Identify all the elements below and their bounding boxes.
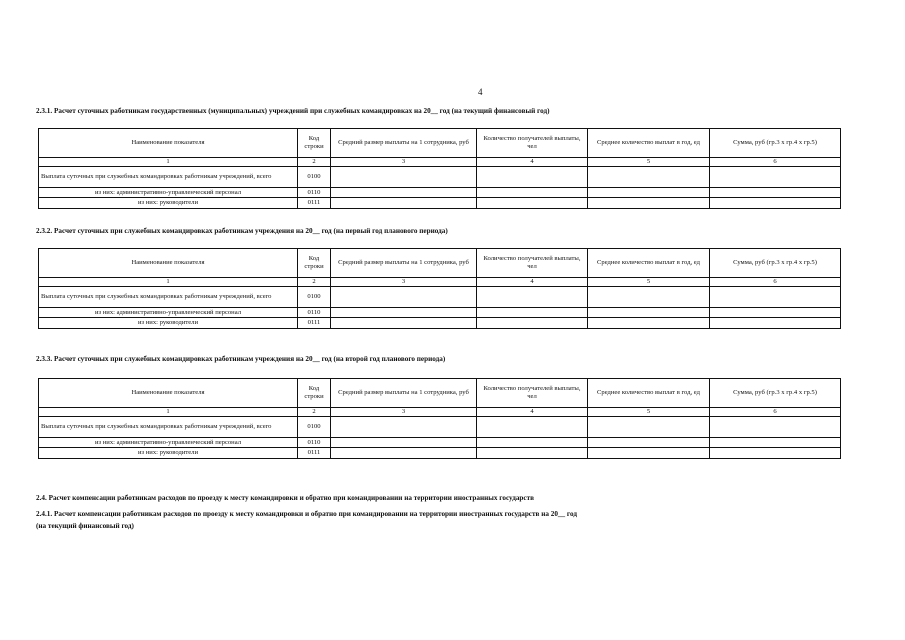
section-title-2-3-3: 2.3.3. Расчет суточных при служебных командировках работникам учреждения на 20__ год (на второй год планового периода) bbox=[36, 355, 446, 363]
col-number: 3 bbox=[331, 408, 477, 417]
cell-recipients[interactable] bbox=[477, 448, 588, 459]
table-row bbox=[39, 287, 841, 308]
cell-sum[interactable] bbox=[710, 308, 841, 318]
column-number-row bbox=[39, 158, 841, 167]
cell-recipients[interactable] bbox=[477, 188, 588, 198]
table-row bbox=[39, 438, 841, 448]
cell-sum[interactable] bbox=[710, 448, 841, 459]
cell-avg-count[interactable] bbox=[588, 417, 710, 438]
column-number-row bbox=[39, 408, 841, 417]
cell-avg-count[interactable] bbox=[588, 287, 710, 308]
header-code: Код строки bbox=[298, 249, 331, 278]
section-title-2-3-1: 2.3.1. Расчет суточных работникам государственных (муниципальных) учреждений при служебных командировках на 20__ год (на текущий финансовый год) bbox=[36, 107, 550, 115]
cell-avg-payment[interactable] bbox=[331, 198, 477, 209]
cell-avg-count[interactable] bbox=[588, 198, 710, 209]
header-avg-count: Среднее количество выплат в год, ед bbox=[588, 379, 710, 408]
cell-recipients[interactable] bbox=[477, 438, 588, 448]
row-code: 0111 bbox=[298, 448, 331, 459]
cell-avg-payment[interactable] bbox=[331, 308, 477, 318]
table-row bbox=[39, 308, 841, 318]
header-avg-payment: Средний размер выплаты на 1 сотрудника, руб bbox=[331, 129, 477, 158]
table-2-3-3 bbox=[38, 378, 841, 459]
table-row bbox=[39, 318, 841, 329]
row-name: из них: административно-управленческий персонал bbox=[39, 188, 298, 198]
row-code: 0110 bbox=[298, 438, 331, 448]
page-number: 4 bbox=[478, 87, 483, 97]
col-number: 5 bbox=[588, 408, 710, 417]
cell-avg-count[interactable] bbox=[588, 188, 710, 198]
cell-avg-count[interactable] bbox=[588, 318, 710, 329]
header-avg-count: Среднее количество выплат в год, ед bbox=[588, 129, 710, 158]
row-name: из них: руководители bbox=[39, 198, 298, 209]
header-recipients: Количество получателей выплаты, чел bbox=[477, 129, 588, 158]
row-code: 0111 bbox=[298, 198, 331, 209]
table-row bbox=[39, 417, 841, 438]
cell-sum[interactable] bbox=[710, 417, 841, 438]
cell-avg-count[interactable] bbox=[588, 448, 710, 459]
cell-avg-payment[interactable] bbox=[331, 438, 477, 448]
section-title-2-3-2: 2.3.2. Расчет суточных при служебных командировках работникам учреждения на 20__ год (на первый год планового периода) bbox=[36, 227, 448, 235]
col-number: 3 bbox=[331, 278, 477, 287]
section-title-2-4-1-subtitle: (на текущий финансовый год) bbox=[36, 522, 134, 530]
section-title-2-4-1: 2.4.1. Расчет компенсации работникам расходов по проезду к месту командировки и обратно при командировании на территории иностранных государств на 20__ год bbox=[36, 510, 578, 518]
cell-avg-payment[interactable] bbox=[331, 167, 477, 188]
row-name: из них: руководители bbox=[39, 318, 298, 329]
cell-avg-count[interactable] bbox=[588, 308, 710, 318]
header-name: Наименование показателя bbox=[39, 129, 298, 158]
col-number: 6 bbox=[710, 278, 841, 287]
col-number: 1 bbox=[39, 278, 298, 287]
table-header-row bbox=[39, 249, 841, 278]
cell-avg-payment[interactable] bbox=[331, 318, 477, 329]
cell-recipients[interactable] bbox=[477, 308, 588, 318]
col-number: 4 bbox=[477, 408, 588, 417]
cell-recipients[interactable] bbox=[477, 198, 588, 209]
header-sum: Сумма, руб (гр.3 х гр.4 х гр.5) bbox=[710, 379, 841, 408]
header-code: Код строки bbox=[298, 379, 331, 408]
table-row bbox=[39, 167, 841, 188]
col-number: 5 bbox=[588, 278, 710, 287]
col-number: 2 bbox=[298, 408, 331, 417]
table-row bbox=[39, 198, 841, 209]
cell-avg-count[interactable] bbox=[588, 438, 710, 448]
col-number: 3 bbox=[331, 158, 477, 167]
header-code: Код строки bbox=[298, 129, 331, 158]
row-name: из них: административно-управленческий персонал bbox=[39, 308, 298, 318]
cell-avg-payment[interactable] bbox=[331, 448, 477, 459]
section-title-2-4: 2.4. Расчет компенсации работникам расходов по проезду к месту командировки и обратно при командировании на территории иностранных государств bbox=[36, 494, 535, 502]
col-number: 2 bbox=[298, 278, 331, 287]
header-sum: Сумма, руб (гр.3 х гр.4 х гр.5) bbox=[710, 249, 841, 278]
column-number-row bbox=[39, 278, 841, 287]
row-name: из них: руководители bbox=[39, 448, 298, 459]
table-row bbox=[39, 448, 841, 459]
cell-sum[interactable] bbox=[710, 167, 841, 188]
cell-avg-payment[interactable] bbox=[331, 287, 477, 308]
col-number: 1 bbox=[39, 158, 298, 167]
row-code: 0110 bbox=[298, 308, 331, 318]
header-recipients: Количество получателей выплаты, чел bbox=[477, 379, 588, 408]
col-number: 6 bbox=[710, 408, 841, 417]
cell-recipients[interactable] bbox=[477, 287, 588, 308]
row-code: 0111 bbox=[298, 318, 331, 329]
table-header-row bbox=[39, 129, 841, 158]
cell-sum[interactable] bbox=[710, 198, 841, 209]
header-recipients: Количество получателей выплаты, чел bbox=[477, 249, 588, 278]
cell-sum[interactable] bbox=[710, 188, 841, 198]
table-2-3-1 bbox=[38, 128, 841, 209]
header-avg-payment: Средний размер выплаты на 1 сотрудника, руб bbox=[331, 249, 477, 278]
col-number: 4 bbox=[477, 278, 588, 287]
row-code: 0100 bbox=[298, 167, 331, 188]
col-number: 6 bbox=[710, 158, 841, 167]
row-name: Выплата суточных при служебных командировках работникам учреждений, всего bbox=[39, 287, 298, 308]
table-2-3-2 bbox=[38, 248, 841, 329]
col-number: 4 bbox=[477, 158, 588, 167]
row-code: 0100 bbox=[298, 417, 331, 438]
header-avg-count: Среднее количество выплат в год, ед bbox=[588, 249, 710, 278]
row-name: Выплата суточных при служебных командировках работникам учреждений, всего bbox=[39, 417, 298, 438]
row-code: 0100 bbox=[298, 287, 331, 308]
cell-avg-payment[interactable] bbox=[331, 417, 477, 438]
cell-sum[interactable] bbox=[710, 287, 841, 308]
row-name: Выплата суточных при служебных командировках работникам учреждений, всего bbox=[39, 167, 298, 188]
cell-recipients[interactable] bbox=[477, 417, 588, 438]
cell-sum[interactable] bbox=[710, 438, 841, 448]
col-number: 5 bbox=[588, 158, 710, 167]
cell-recipients[interactable] bbox=[477, 167, 588, 188]
table-row bbox=[39, 188, 841, 198]
col-number: 2 bbox=[298, 158, 331, 167]
cell-recipients[interactable] bbox=[477, 318, 588, 329]
header-name: Наименование показателя bbox=[39, 249, 298, 278]
table-header-row bbox=[39, 379, 841, 408]
row-name: из них: административно-управленческий персонал bbox=[39, 438, 298, 448]
header-sum: Сумма, руб (гр.3 х гр.4 х гр.5) bbox=[710, 129, 841, 158]
col-number: 1 bbox=[39, 408, 298, 417]
row-code: 0110 bbox=[298, 188, 331, 198]
cell-avg-count[interactable] bbox=[588, 167, 710, 188]
header-avg-payment: Средний размер выплаты на 1 сотрудника, руб bbox=[331, 379, 477, 408]
header-name: Наименование показателя bbox=[39, 379, 298, 408]
cell-avg-payment[interactable] bbox=[331, 188, 477, 198]
cell-sum[interactable] bbox=[710, 318, 841, 329]
